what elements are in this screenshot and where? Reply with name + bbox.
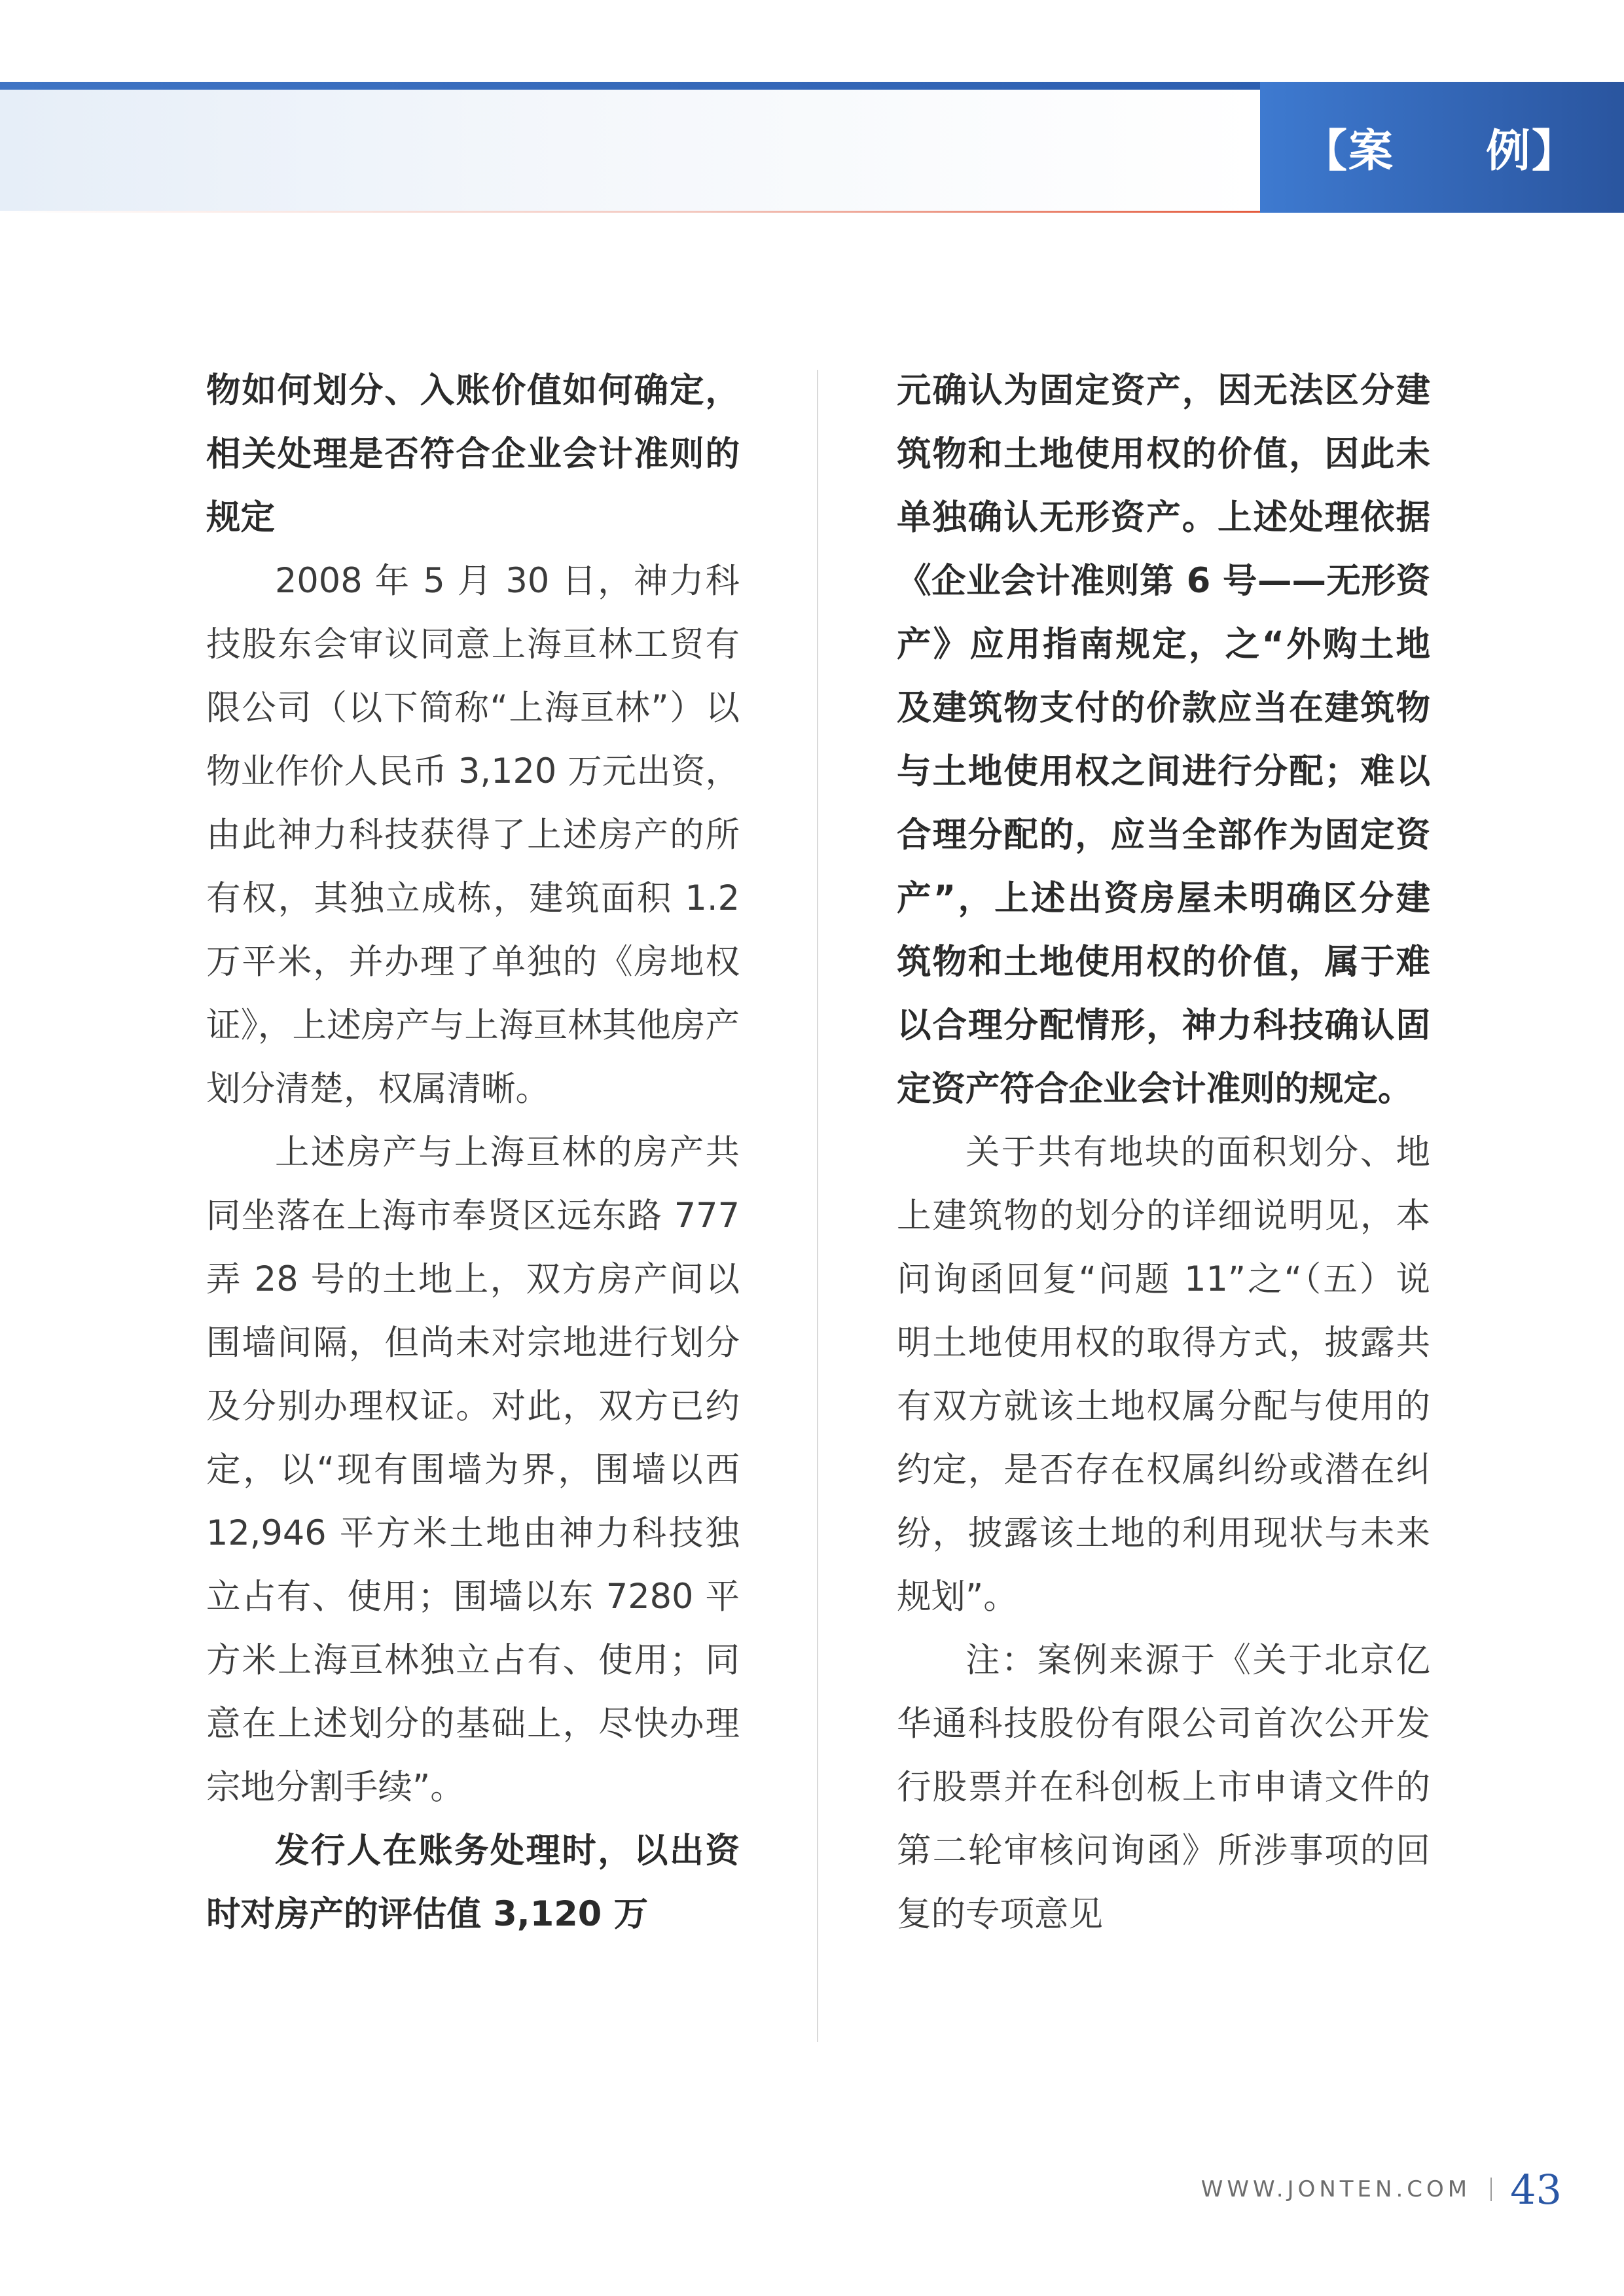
paragraph: 关于共有地块的面积划分、地上建筑物的划分的详细说明见，本问询函回复“问题 11”之“（五）说明土地使用权的取得方式，披露共有双方就该土地权属分配与使用的约定，是否存在权属纠纷或潜在纠纷，披露该土地的利用现状与未来规划”。 (897, 1132, 1430, 1617)
question-heading: 物如何划分、入账价值如何确定，相关处理是否符合企业会计准则的规定 (206, 370, 740, 537)
website-link[interactable]: WWW.JONTEN.COM (1200, 2176, 1471, 2202)
header-band (0, 90, 1260, 212)
paragraph: 2008 年 5 月 30 日，神力科技股东会审议同意上海亘林工贸有限公司（以下简称“上海亘林”）以物业作价人民币 3,120 万元出资，由此神力科技获得了上述房产的所有权，其独立成栋，建筑面积 1.2 万平米，并办理了单独的《房地权证》，上述房产与上海亘林其他房产划分清楚，权属清晰。 (206, 561, 740, 1109)
header-top-line (0, 82, 1260, 90)
right-column (897, 359, 1430, 1946)
section-tab: 【案 例】 (1260, 82, 1624, 213)
bold-paragraph: 发行人在账务处理时，以出资时对房产的评估值 3,120 万 (206, 1831, 740, 1934)
column-divider (817, 370, 818, 2042)
bold-paragraph: 元确认为固定资产，因无法区分建筑物和土地使用权的价值，因此未单独确认无形资产。上述处理依据《企业会计准则第 6 号——无形资产》应用指南规定，之“外购土地及建筑物支付的价款应当在建筑物与土地使用权之间进行分配；难以合理分配的，应当全部作为固定资产”，上述出资房屋未明确区分建筑物和土地使用权的价值，属于难以合理分配情形，神力科技确认固定资产符合企业会计准则的规定。 (897, 370, 1430, 1109)
page-footer (1201, 2153, 1562, 2225)
footer-separator (1490, 2178, 1492, 2201)
source-note: 注：案例来源于《关于北京亿华通科技股份有限公司首次公开发行股票并在科创板上市申请文件的第二轮审核问询函》所涉事项的回复的专项意见 (897, 1640, 1430, 1934)
paragraph: 上述房产与上海亘林的房产共同坐落在上海市奉贤区远东路 777 弄 28 号的土地上，双方房产间以围墙间隔，但尚未对宗地进行划分及分别办理权证。对此，双方已约定，以“现有围墙为界，围墙以西 12,946 平方米土地由神力科技独立占有、使用；围墙以东 7280 平方米上海亘林独立占有、使用；同意在上述划分的基础上，尽快办理宗地分割手续”。 (206, 1132, 740, 1807)
left-column (206, 359, 740, 1946)
page-number: 43 (1510, 2165, 1562, 2214)
header-underline (0, 211, 1260, 213)
